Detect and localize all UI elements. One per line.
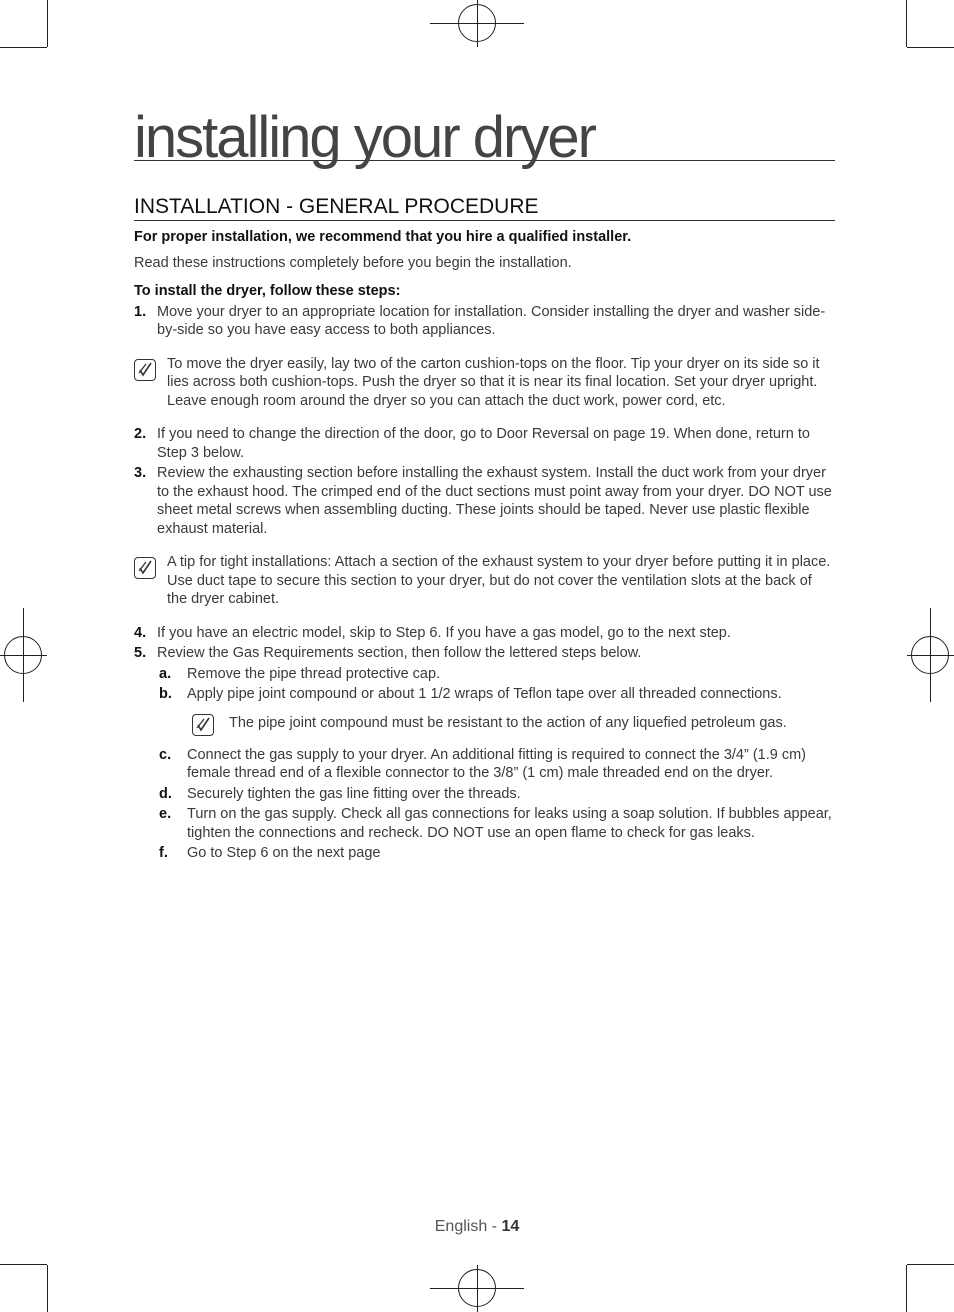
step-number: 1. [134,303,147,320]
registration-circle [911,636,949,674]
substep-letter: f. [159,845,168,861]
crop-mark [0,47,47,48]
page-number: 14 [501,1218,520,1235]
section-heading: INSTALLATION - GENERAL PROCEDURE [134,194,835,221]
substep-text: Go to Step 6 on the next page [187,845,381,861]
note-icon [192,714,214,736]
step-number: 4. [134,624,147,641]
step-number: 2. [134,426,147,442]
substep-text: Remove the pipe thread protective cap. [187,665,441,682]
substep-letter: d. [159,785,172,802]
registration-circle [458,1269,496,1307]
crop-mark [907,47,954,48]
step-text: Review the exhausting section before installing the exhaust system. Install the duct work from your dryer to the exhaust hood. The crimped end of the duct sections must point away from your dryer. DO NOT use sheet metal screws when assembling ducting. These joints should be taped. Never use plastic flexible exhaust material. [157,465,832,537]
crop-mark [47,0,48,47]
list-item [134,425,835,462]
note-block [192,714,835,736]
crop-mark [906,0,907,47]
page-footer [0,1218,954,1236]
footer-language: English - [434,1218,502,1235]
note-text: A tip for tight installations: Attach a section of the exhaust system to your dryer before putting it in place. Use duct tape to secure this section to your dryer, but do not cover the ventilation slots at the back of the dryer cabinet. [167,554,831,607]
crop-mark [906,1265,907,1312]
list-item [159,805,835,842]
substep-text: Connect the gas supply to your dryer. An additional fitting is required to connect the 3/4” (1.9 cm) female thread end of a flexible connector to the 3/8” (1 cm) male threaded end on the dryer. [187,746,807,781]
crop-mark [907,1264,954,1265]
list-item [159,665,835,684]
substep-text: Securely tighten the gas line fitting over the threads. [187,785,521,802]
substep-text: Turn on the gas supply. Check all gas connections for leaks using a soap solution. If bubbles appear, tighten the connections and recheck. DO NOT use an open flame to check for gas leaks. [187,806,832,841]
intro-bold: For proper installation, we recommend that you hire a qualified installer. [134,229,632,245]
chapter-title: installing your dryer [134,108,835,161]
substep-letter: b. [159,686,172,702]
substep-text: Apply pipe joint compound or about 1 1/2 wraps of Teflon tape over all threaded connections. [187,686,782,702]
note-icon [134,359,156,381]
substep-letter: a. [159,665,172,682]
list-item [159,685,835,704]
substep-list [159,665,835,863]
note-block [134,355,835,411]
list-item [134,303,835,340]
step-text: Move your dryer to an appropriate location for installation. Consider installing the dryer and washer side-by-side so you have easy access to both appliances. [157,303,826,338]
list-item [159,746,835,783]
step-text: Review the Gas Requirements section, then follow the lettered steps below. [157,645,642,661]
registration-circle [4,636,42,674]
note-block [134,553,835,609]
step-number: 5. [134,645,147,661]
substep-letter: e. [159,806,172,822]
list-item [134,624,835,643]
note-text: The pipe joint compound must be resistant to the action of any liquefied petroleum gas. [229,714,787,731]
crop-mark [0,1264,47,1265]
list-item [159,785,835,804]
list-item [134,464,835,538]
list-item [134,644,835,663]
substep-letter: c. [159,746,172,763]
list-item [159,844,835,863]
body-text [134,228,835,865]
step-text: If you have an electric model, skip to Step 6. If you have a gas model, go to the next step. [157,624,731,641]
note-icon [134,557,156,579]
note-text: To move the dryer easily, lay two of the carton cushion-tops on the floor. Tip your dryer on its side so it lies across both cushion-tops. Push the dryer so that it is near its final location. Set your dryer upright. Leave enough room around the dryer so you can attach the duct work, power cord, etc. [167,355,820,409]
step-number: 3. [134,465,147,481]
crop-mark [47,1265,48,1312]
registration-circle [458,4,496,42]
intro-text: Read these instructions completely before you begin the installation. [134,254,572,271]
step-text: If you need to change the direction of the door, go to Door Reversal on page 19. When done, return to Step 3 below. [157,426,810,461]
steps-lead: To install the dryer, follow these steps: [134,283,401,299]
